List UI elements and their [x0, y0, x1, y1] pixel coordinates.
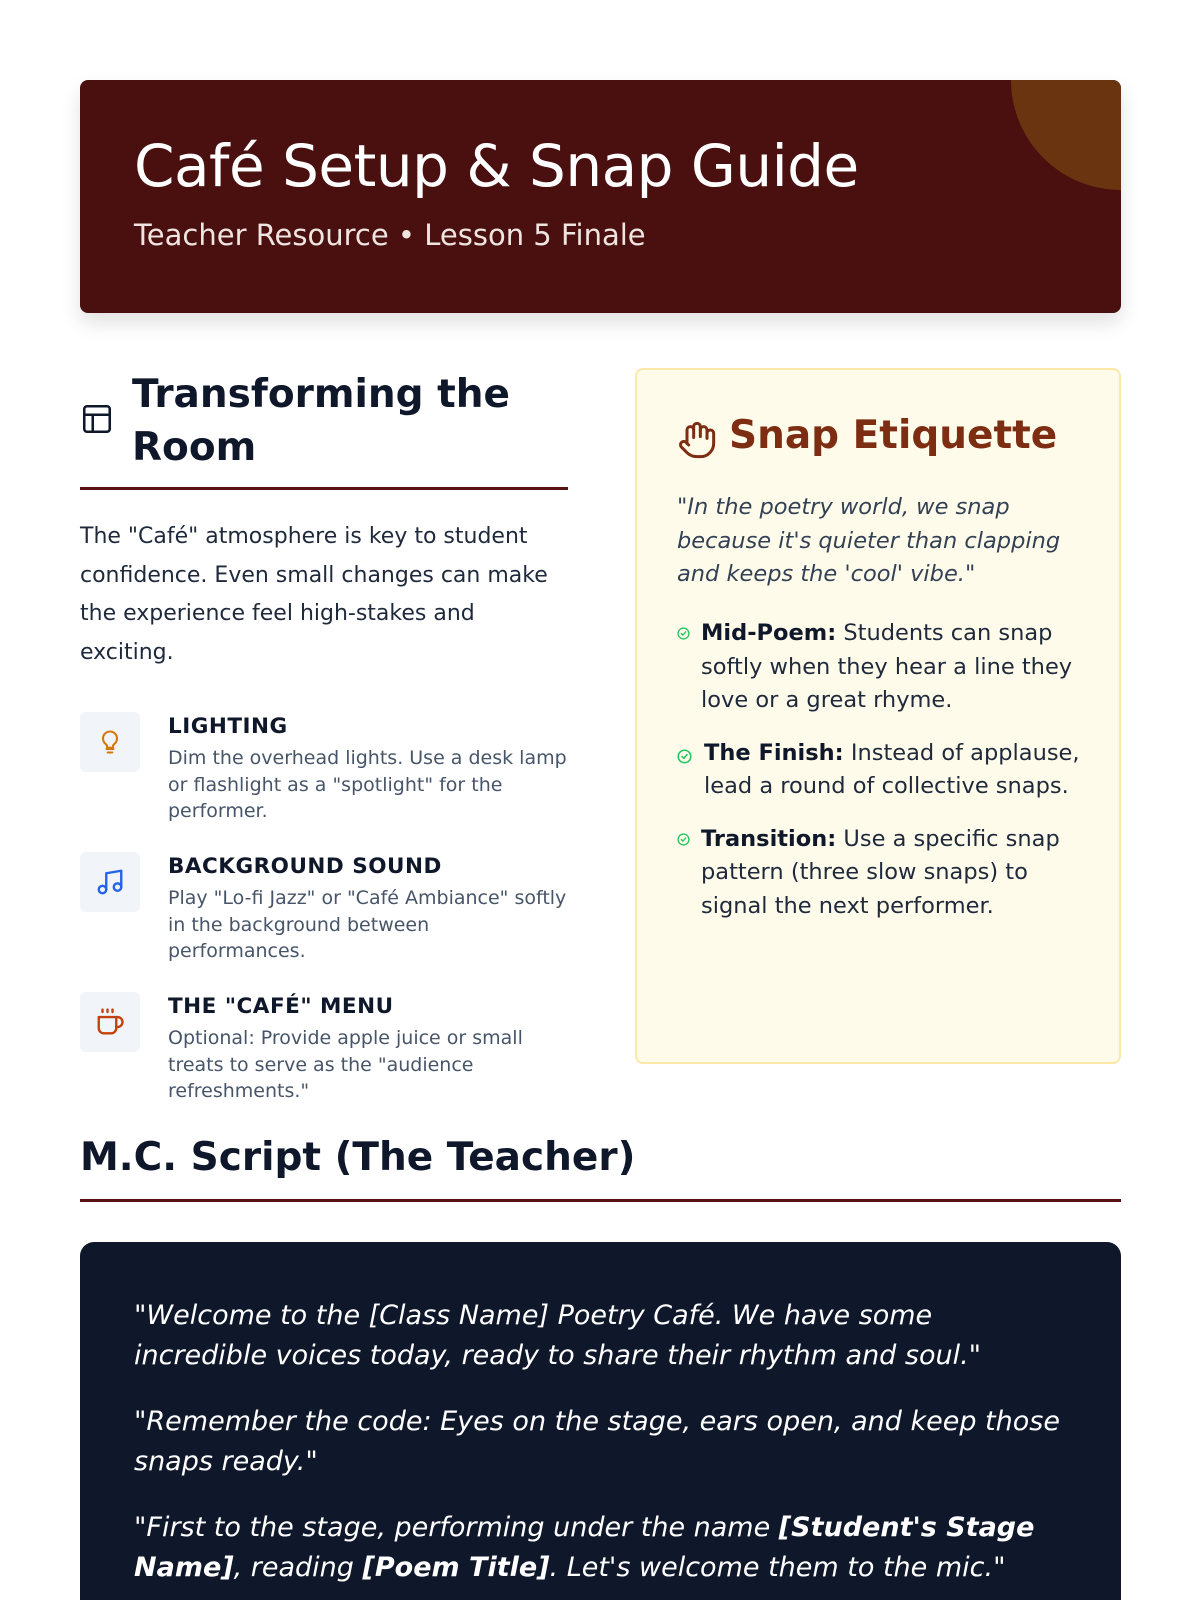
header-decoration	[1011, 80, 1121, 190]
mc-script-header	[80, 1132, 1121, 1202]
mc-line-text: , reading	[233, 1552, 363, 1583]
hand-icon	[677, 420, 717, 460]
layout-icon	[80, 402, 114, 436]
room-section-title: Transforming the Room	[132, 372, 510, 470]
feature-title: THE "CAFÉ" MENU	[168, 994, 394, 1019]
feature-item-cafe-menu	[80, 992, 568, 1132]
check-circle-icon	[677, 833, 690, 846]
mc-script-line: "Welcome to the [Class Name] Poetry Café. We have some incredible voices today, ready to share their rhythm and soul."	[134, 1300, 982, 1371]
snap-item-text: Students can snap softly when they hear a line they love or a great rhyme.	[701, 620, 1073, 713]
lightbulb-icon	[80, 712, 140, 772]
snap-item-label: The Finish:	[704, 739, 844, 766]
snap-etiquette-card	[635, 368, 1121, 1064]
check-circle-icon	[677, 627, 690, 640]
mc-script-title: M.C. Script (The Teacher)	[80, 1135, 636, 1180]
snap-etiquette-title: Snap Etiquette	[729, 413, 1058, 458]
feature-item-lighting	[80, 712, 568, 852]
page-subtitle: Teacher Resource • Lesson 5 Finale	[134, 218, 646, 252]
list-item	[677, 737, 1089, 804]
feature-title: LIGHTING	[168, 714, 288, 739]
mc-script-card	[80, 1242, 1121, 1600]
feature-title: BACKGROUND SOUND	[168, 854, 442, 879]
list-item	[677, 617, 1089, 718]
snap-item-label: Transition:	[701, 825, 837, 852]
snap-item-text: Use a specific snap pattern (three slow snaps) to signal the next performer.	[701, 825, 1060, 919]
page-title: Café Setup & Snap Guide	[134, 132, 859, 200]
room-section-header	[80, 368, 568, 490]
snap-item-text: Instead of applause, lead a round of collective snaps.	[704, 739, 1080, 799]
feature-list	[80, 712, 568, 1132]
mc-placeholder-poem-title: [Poem Title]	[362, 1552, 550, 1583]
mc-script-line: "Remember the code: Eyes on the stage, ears open, and keep those snaps ready."	[134, 1406, 1060, 1477]
mc-line-text: . Let's welcome them to the mic."	[549, 1552, 1006, 1583]
feature-description: Dim the overhead lights. Use a desk lamp or flashlight as a "spotlight" for the performer.	[168, 747, 567, 822]
feature-item-background-sound	[80, 852, 568, 992]
coffee-cup-icon	[80, 992, 140, 1052]
snap-item-label: Mid-Poem:	[701, 620, 837, 646]
feature-description: Optional: Provide apple juice or small treats to serve as the "audience refreshments."	[168, 1027, 523, 1102]
mc-script-line	[134, 1508, 1067, 1588]
room-section	[80, 368, 568, 1132]
feature-description: Play "Lo-fi Jazz" or "Café Ambiance" softly in the background between performances.	[168, 887, 567, 962]
header-banner	[80, 80, 1121, 313]
music-note-icon	[80, 852, 140, 912]
list-item	[677, 823, 1089, 924]
snap-list	[677, 617, 1089, 942]
mc-line-text: "First to the stage, performing under the name	[134, 1512, 779, 1543]
check-circle-icon	[677, 749, 692, 764]
mc-placeholder-stage-name: [Student's Stage Name]	[134, 1512, 1035, 1583]
snap-quote: "In the poetry world, we snap because it's quieter than clapping and keeps the 'cool' vibe."	[677, 494, 1061, 587]
room-intro: The "Café" atmosphere is key to student confidence. Even small changes can make the experience feel high-stakes and exciting.	[80, 524, 548, 665]
